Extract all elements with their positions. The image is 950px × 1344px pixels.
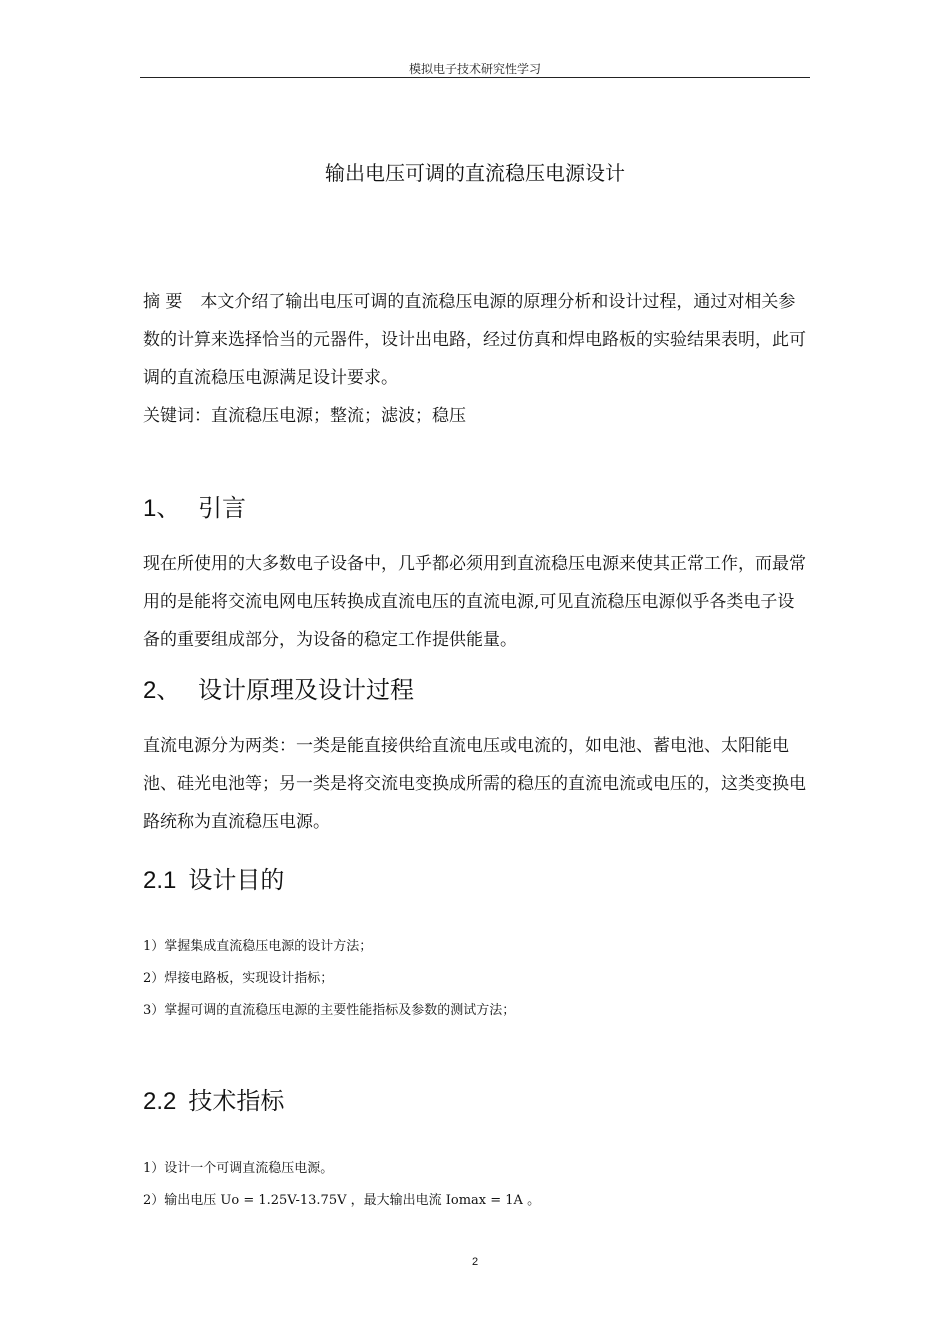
section-2-body: 直流电源分为两类：一类是能直接供给直流电压或电流的，如电池、蓄电池、太阳能电池、硅光电池等；另一类是将交流电变换成所需的稳压的直流电流或电压的，这类变换电路统称为直流稳压电源。 — [143, 736, 806, 832]
section-2-2-heading — [143, 1081, 284, 1116]
page-number: 2 — [471, 1256, 479, 1268]
section-2-2-list — [143, 1153, 808, 1217]
section-1-heading — [143, 488, 246, 523]
header-divider — [140, 77, 810, 78]
list-item: 1）设计一个可调直流稳压电源。 — [143, 1161, 334, 1176]
list-item: 1）掌握集成直流稳压电源的设计方法； — [143, 939, 373, 954]
section-2-2-number: 2.2 — [143, 1088, 177, 1115]
keywords-line: 关键词：直流稳压电源；整流；滤波；稳压 — [143, 406, 466, 426]
section-2-number: 2、 — [143, 677, 181, 704]
section-2-1-list — [143, 931, 808, 1027]
section-2-title: 设计原理及设计过程 — [198, 676, 414, 704]
running-header: 模拟电子技术研究性学习 — [408, 62, 541, 76]
abstract-text: 本文介绍了输出电压可调的直流稳压电源的原理分析和设计过程，通过对相关参数的计算来选择恰当的元器件，设计出电路，经过仿真和焊电路板的实验结果表明，此可调的直流稳压电源满足设计要求。 — [143, 292, 806, 388]
section-2-1-number: 2.1 — [143, 867, 177, 894]
list-item: 2）焊接电路板，实现设计指标； — [143, 971, 334, 986]
section-2-2-title: 技术指标 — [188, 1087, 285, 1115]
section-1-body: 现在所使用的大多数电子设备中，几乎都必须用到直流稳压电源来使其正常工作，而最常用的是能将交流电网电压转换成直流电压的直流电源,可见直流稳压电源似乎各类电子设备的重要组成部分，为设备的稳定工作提供能量。 — [143, 554, 806, 650]
document-title: 输出电压可调的直流稳压电源设计 — [325, 161, 625, 185]
section-1-title: 引言 — [198, 494, 246, 522]
section-1-number: 1、 — [143, 495, 181, 522]
section-2-1-title: 设计目的 — [188, 866, 285, 894]
list-item: 3）掌握可调的直流稳压电源的主要性能指标及参数的测试方法； — [143, 1003, 516, 1018]
abstract-paragraph — [143, 283, 808, 397]
section-2-1-heading — [143, 860, 284, 895]
abstract-label: 摘 要 — [143, 292, 183, 312]
list-item: 2）输出电压 Uo = 1.25V-13.75V ，最大输出电流 Iomax = 1A 。 — [143, 1193, 541, 1208]
section-2-heading — [143, 670, 414, 705]
